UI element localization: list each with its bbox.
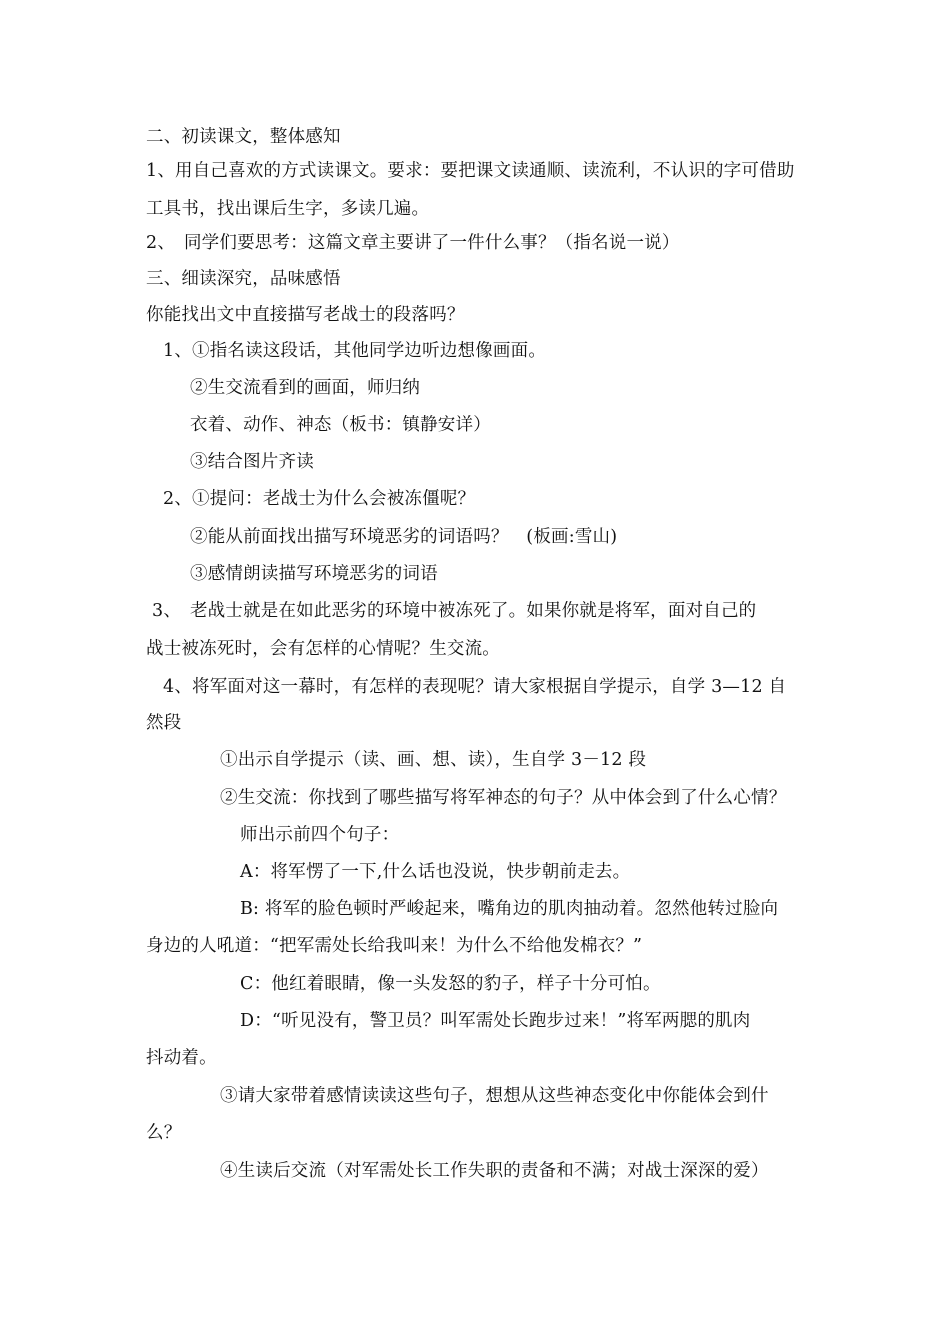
section-heading-2: 二、初读课文，整体感知 [146, 127, 341, 147]
paragraph-line: ②生交流：你找到了哪些描写将军神态的句子？从中体会到了什么心情？ [220, 788, 787, 808]
paragraph-line: 3、 老战士就是在如此恶劣的环境中被冻死了。如果你就是将军，面对自己的 [152, 601, 757, 621]
paragraph-line: 师出示前四个句子： [240, 825, 400, 845]
paragraph-line: 2、 同学们要思考：这篇文章主要讲了一件什么事？（指名说一说） [146, 233, 680, 253]
paragraph-line: C：他红着眼睛，像一头发怒的豹子，样子十分可怕。 [240, 974, 661, 994]
paragraph-line: 4、将军面对这一幕时，有怎样的表现呢？请大家根据自学提示，自学 3—12 自 [163, 677, 787, 697]
paragraph-line: 1、用自己喜欢的方式读课文。要求：要把课文读通顺、读流利，不认识的字可借助 [146, 161, 795, 181]
paragraph-line: ③请大家带着感情读读这些句子，想想从这些神态变化中你能体会到什 [220, 1086, 769, 1106]
paragraph-line: 战士被冻死时，会有怎样的心情呢？生交流。 [146, 639, 500, 659]
paragraph-line: 你能找出文中直接描写老战士的段落吗？ [146, 305, 465, 325]
section-heading-3: 三、细读深究，品味感悟 [146, 269, 341, 289]
paragraph-line: 然段 [146, 713, 182, 733]
paragraph-line: 1、①指名读这段话，其他同学边听边想像画面。 [163, 341, 547, 361]
paragraph-line: ③感情朗读描写环境恶劣的词语 [190, 564, 438, 584]
paragraph-line: ③结合图片齐读 [190, 452, 314, 472]
paragraph-line: 工具书，找出课后生字，多读几遍。 [146, 199, 430, 219]
paragraph-line: 身边的人吼道：“把军需处长给我叫来！为什么不给他发棉衣？” [146, 936, 643, 956]
paragraph-line: B: 将军的脸色顿时严峻起来，嘴角边的肌肉抽动着。忽然他转过脸向 [240, 899, 779, 919]
paragraph-line: ④生读后交流（对军需处长工作失职的责备和不满；对战士深深的爱） [220, 1161, 769, 1181]
paragraph-line: 么？ [146, 1123, 182, 1143]
paragraph-line: ①出示自学提示（读、画、想、读），生自学 3－12 段 [220, 750, 647, 770]
paragraph-line: D：“听见没有，警卫员？叫军需处长跑步过来！”将军两腮的肌肉 [240, 1011, 751, 1031]
paragraph-line: 抖动着。 [146, 1048, 217, 1068]
paragraph-line: A：将军愣了一下,什么话也没说，快步朝前走去。 [240, 862, 631, 882]
paragraph-line: 衣着、动作、神态（板书：镇静安详） [190, 415, 491, 435]
paragraph-line: ②生交流看到的画面，师归纳 [190, 378, 421, 398]
paragraph-line: ②能从前面找出描写环境恶劣的词语吗？ (板画:雪山) [190, 527, 618, 547]
paragraph-line: 2、①提问：老战士为什么会被冻僵呢？ [163, 489, 476, 509]
